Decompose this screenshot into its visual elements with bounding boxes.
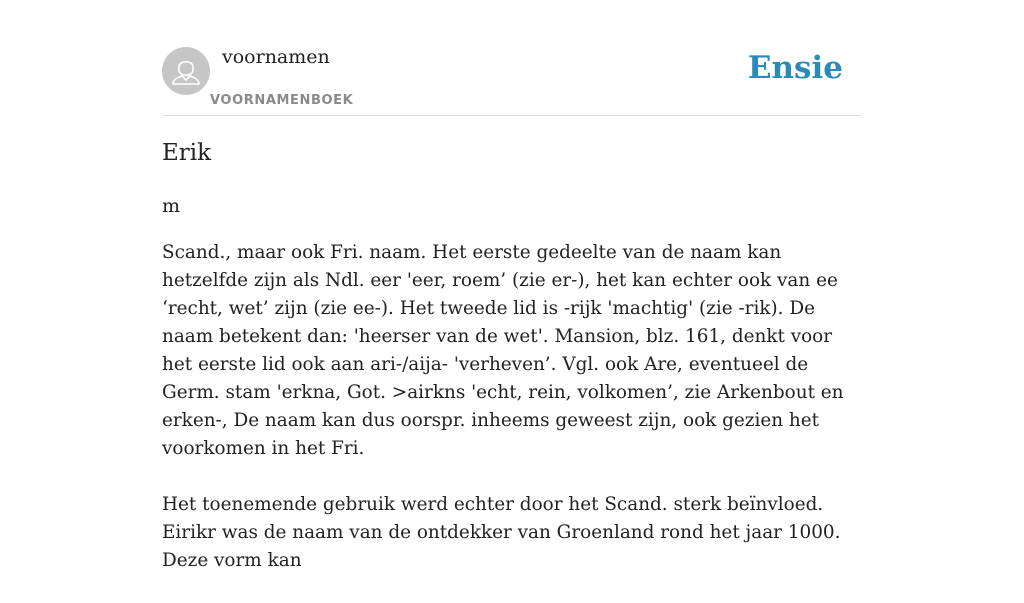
entry-title: Erik: [162, 140, 212, 166]
entry-gender: m: [162, 195, 181, 217]
entry-body: [162, 239, 862, 603]
source-avatar[interactable]: [162, 47, 210, 95]
page: [162, 0, 862, 571]
source-name-link[interactable]: voornamen: [222, 46, 330, 68]
user-silhouette-icon: [162, 47, 210, 95]
source-subtitle: VOORNAMENBOEK: [210, 93, 354, 108]
brand-logo[interactable]: Ensie: [747, 50, 843, 86]
entry-paragraph: Het toenemende gebruik werd echter door het Scand. sterk beïnvloed. Eirikr was de naam van de ontdekker van Groenland rond het jaar 1000. Deze vorm kan: [162, 494, 841, 571]
header: [162, 0, 862, 116]
entry-paragraph: Scand., maar ook Fri. naam. Het eerste gedeelte van de naam kan hetzelfde zijn als Ndl. eer 'eer, roem’ (zie er-), het kan echter ook van ee ‘recht, wet’ zijn (zie ee-). Het tweede lid is -rijk 'machtig' (zie -rik). De naam betekent dan: 'heerser van de wet'. Mansion, blz. 161, denkt voor het eerste lid ook aan ari-/aija- 'verheven’. Vgl. ook Are, eventueel de Germ. stam 'erkna, Got. >airkns 'echt, rein, volkomen’, zie Arkenbout en erken-, De naam kan dus oorspr. inheems geweest zijn, ook gezien het voorkomen in het Fri.: [162, 242, 844, 459]
